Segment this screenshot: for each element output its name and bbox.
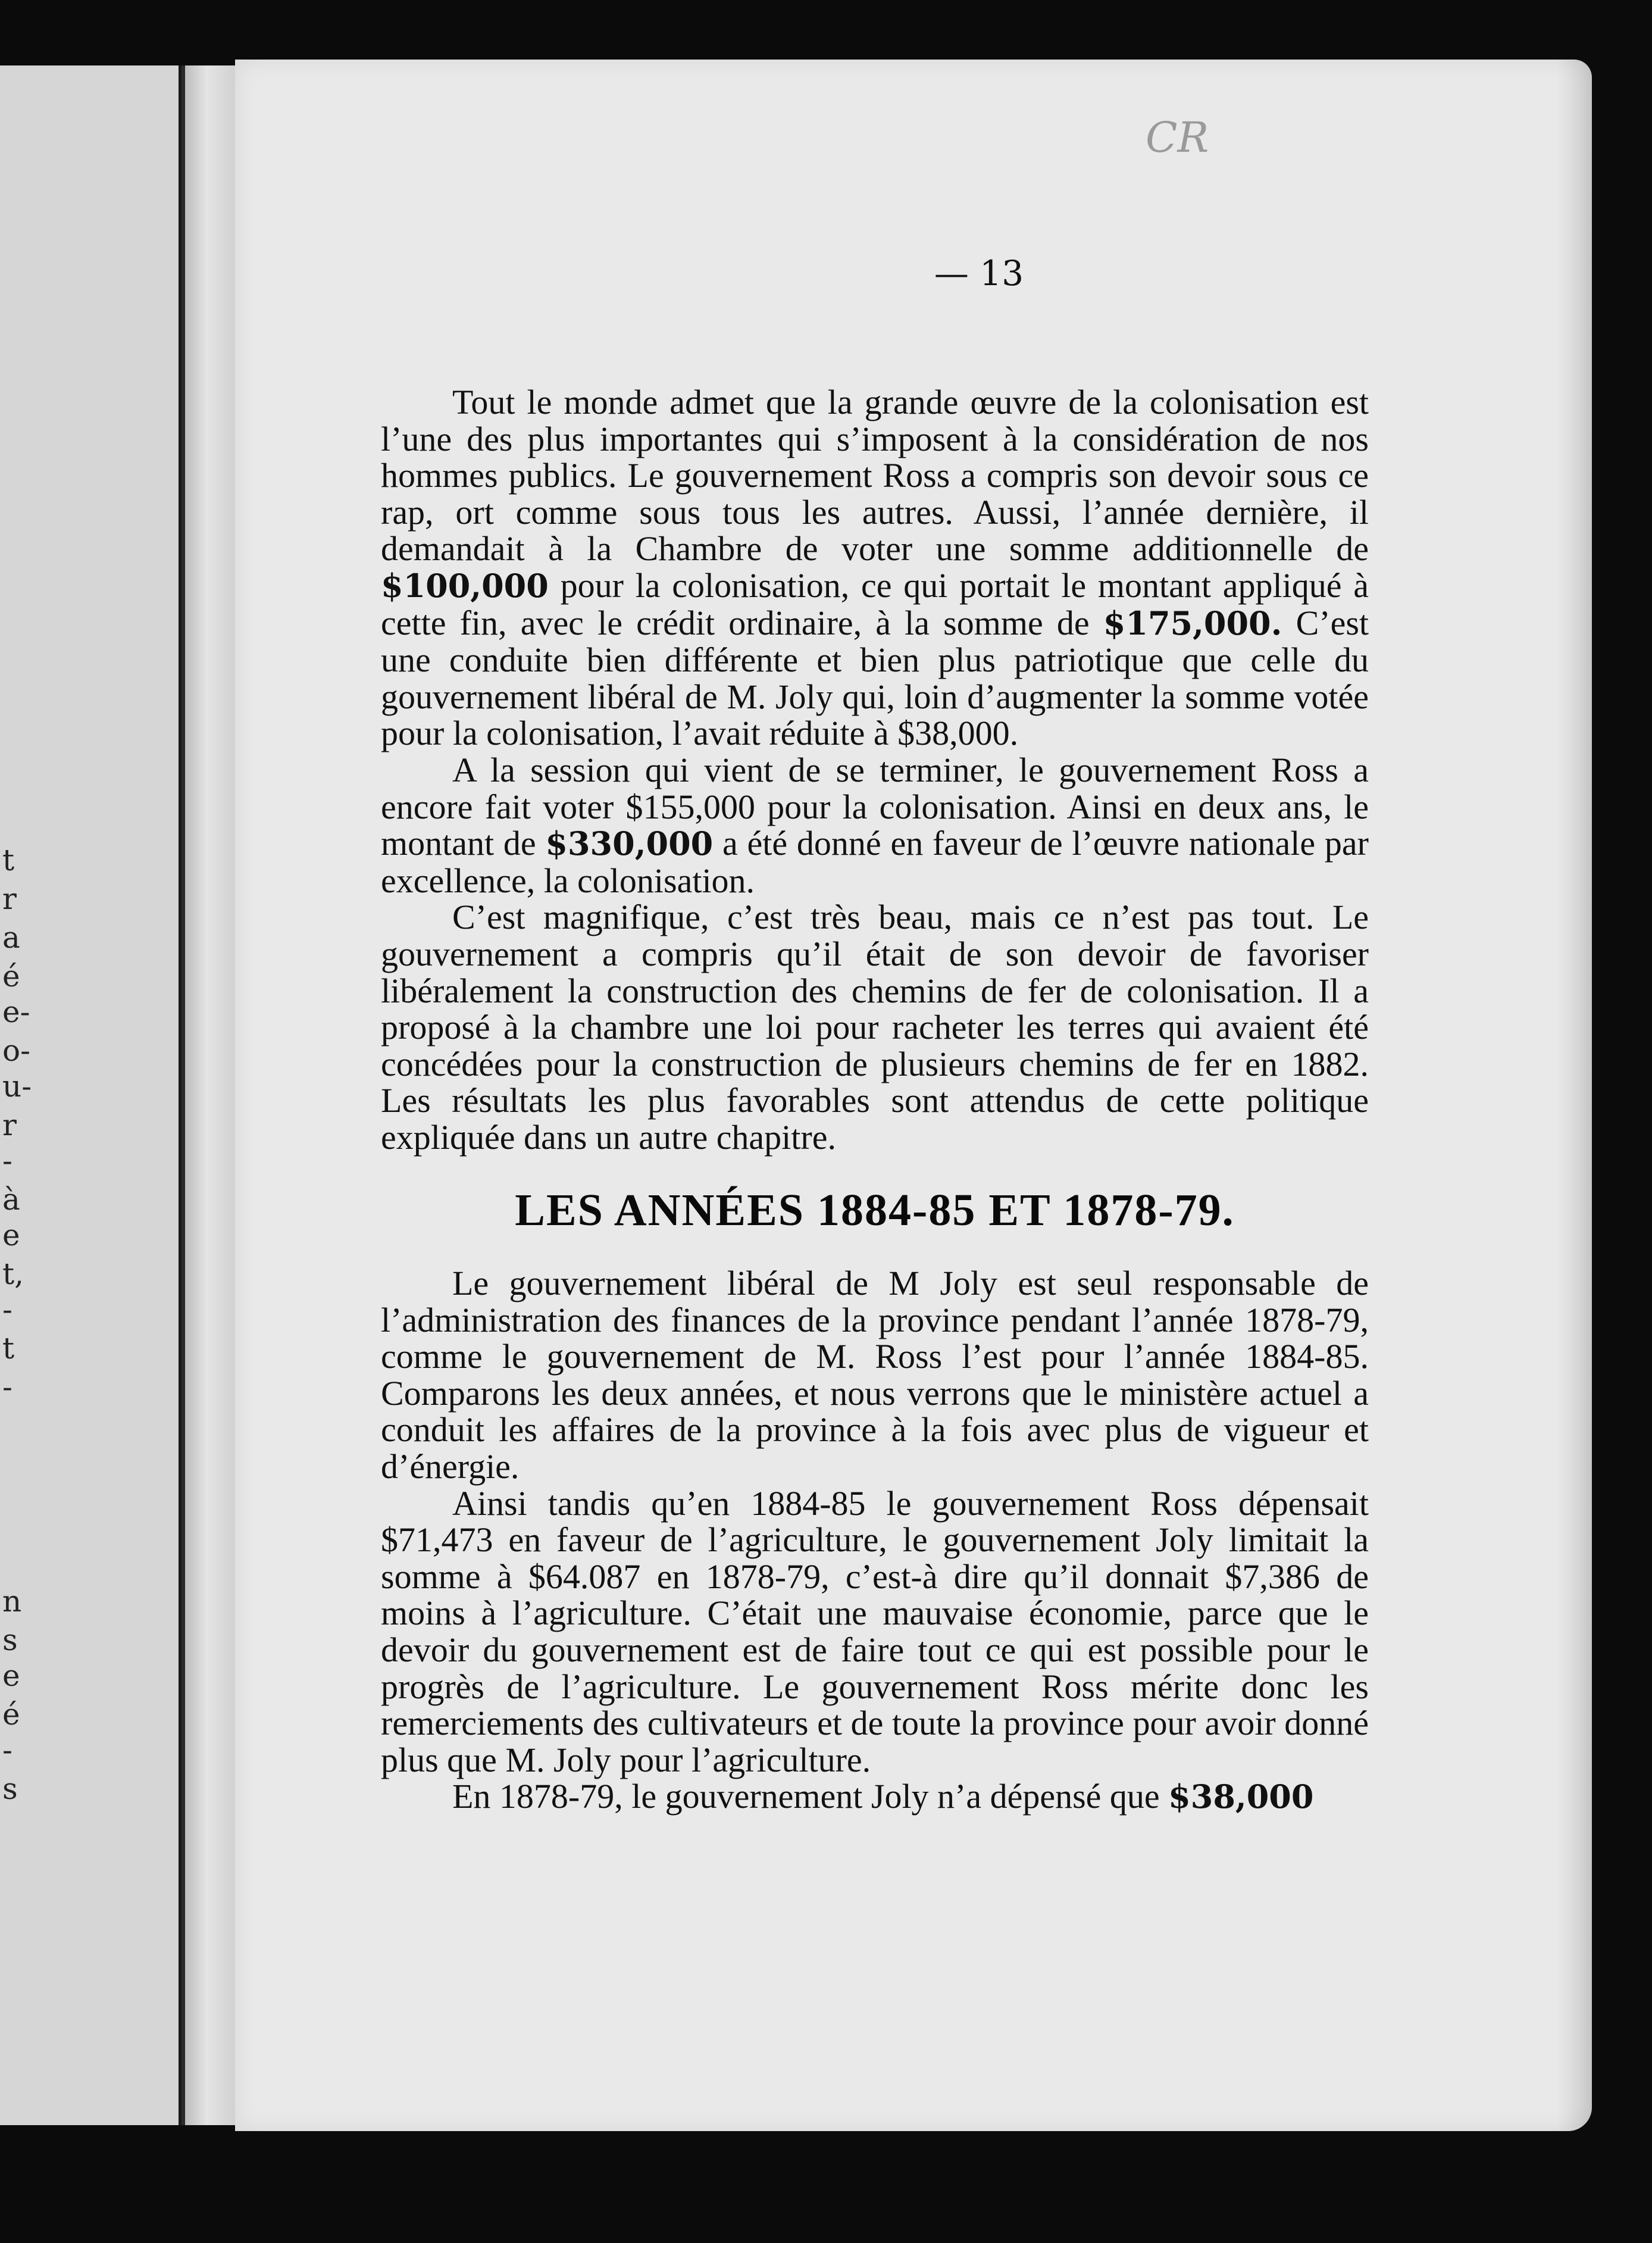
paragraph-text: Tout le monde admet que la grande œuvre de la colonisation est l’une des plus importantes qui s’imposent à la considération de nos hommes publics. Le gouvernement Ross a compris son devoir sous ce rap, ort comme sous tous les autres. Aussi, l’année dernière, il demandait à la Chambre de voter une somme additionnelle de xyxy=(381,383,1369,568)
margin-fragment: r xyxy=(2,882,17,916)
text-body xyxy=(381,384,1369,1816)
margin-fragment: s xyxy=(2,1623,18,1657)
margin-fragment: e- xyxy=(2,995,30,1029)
margin-fragment: n xyxy=(2,1584,22,1619)
paragraph-text: a été donné en faveur de l’œuvre nationale par excellence, la colonisation. xyxy=(381,824,1369,900)
section-heading: LES ANNÉES 1884-85 ET 1878-79. xyxy=(515,1185,1235,1236)
left-page-margin-text xyxy=(0,65,179,2125)
margin-fragment: r xyxy=(2,1108,17,1142)
paragraph-text: Ainsi tandis qu’en 1884-85 le gouvernement Ross dépensait $71,473 en faveur de l’agriculture, le gouvernement Joly limitait la somme à $64.087 en 1878-79, c’est-à dire qu’il donnait $7,386 de moins à l’agriculture. C’était une mauvaise économie, parce que le devoir du gouvernement est de faire tout ce qui est possible pour le progrès de l’agriculture. Le gouvernement Ross mérite donc les remerciements des cultivateurs et de toute la province pour avoir donné plus que M. Joly pour l’agriculture. xyxy=(381,1483,1369,1779)
corner-mark: CR xyxy=(1146,113,1209,162)
bold-amount: $330,000 xyxy=(545,824,714,863)
paragraph-text: C’est une conduite bien différente et bien plus patriotique que celle du gouvernement libéral de M. Joly qui, loin d’augmenter la somme votée pour la colonisation, l’avait réduite à $38,000. xyxy=(381,603,1369,753)
bold-amount: $175,000. xyxy=(1103,604,1282,642)
margin-fragment: - xyxy=(2,1733,12,1767)
paragraph xyxy=(381,1485,1369,1779)
paragraph xyxy=(381,1778,1369,1816)
margin-fragment: - xyxy=(2,1292,12,1327)
page-edge-shadow xyxy=(1556,60,1592,2131)
margin-fragment: t xyxy=(2,1331,15,1366)
margin-fragment: t xyxy=(2,843,15,877)
bold-amount: $38,000 xyxy=(1168,1777,1314,1816)
paragraph-text: A la session qui vient de se terminer, le gouvernement Ross a encore fait voter $155,000 pour la colonisation. Ainsi en deux ans, le montant de xyxy=(381,750,1369,863)
margin-fragment: t, xyxy=(2,1257,24,1291)
paragraph xyxy=(381,384,1369,752)
left-page-edge xyxy=(0,65,184,2125)
margin-fragment: e xyxy=(2,1218,20,1252)
margin-fragment: à xyxy=(2,1182,20,1217)
page-number: — 13 xyxy=(934,253,1024,293)
paragraph-text: En 1878-79, le gouvernement Joly n’a dépensé que xyxy=(452,1777,1169,1816)
margin-fragment: s xyxy=(2,1772,18,1806)
margin-fragment: e xyxy=(2,1658,20,1693)
margin-fragment: - xyxy=(2,1370,12,1404)
main-page xyxy=(235,60,1592,2131)
paragraph-text: pour la colonisation, ce qui portait le montant appliqué à cette fin, avec le crédit ordinaire, à la somme de xyxy=(381,566,1369,642)
paragraph xyxy=(381,899,1369,1155)
paragraphs-before-heading xyxy=(381,384,1369,1155)
paragraph-text: C’est magnifique, c’est très beau, mais ce n’est pas tout. Le gouvernement a compris qu’il était de son devoir de favoriser libéralement la construction des chemins de fer de colonisation. Il a proposé à la chambre une loi pour racheter les terres qui avaient été concédées pour la construction de plusieurs chemins de fer en 1882. Les résultats les plus favorables sont attendus de cette politique expliquée dans un autre chapitre. xyxy=(381,898,1369,1157)
paragraph xyxy=(381,752,1369,899)
paragraph-text: Le gouvernement libéral de M Joly est seul responsable de l’administration des finances de la province pendant l’année 1878-79, comme le gouvernement de M. Ross l’est pour l’année 1884-85. Comparons les deux années, et nous verrons que le ministère actuel a conduit les affaires de la province à la fois avec plus de vigueur et d’énergie. xyxy=(381,1264,1369,1486)
paragraphs-after-heading xyxy=(381,1265,1369,1816)
margin-fragment: o- xyxy=(2,1033,30,1068)
bold-amount: $100,000 xyxy=(381,566,549,605)
binding-gutter xyxy=(182,65,242,2125)
margin-fragment: - xyxy=(2,1144,12,1178)
paragraph xyxy=(381,1265,1369,1485)
margin-fragment: é xyxy=(2,959,20,994)
margin-fragment: é xyxy=(2,1697,20,1732)
margin-fragment: a xyxy=(2,920,20,955)
margin-fragment: u- xyxy=(2,1069,32,1104)
